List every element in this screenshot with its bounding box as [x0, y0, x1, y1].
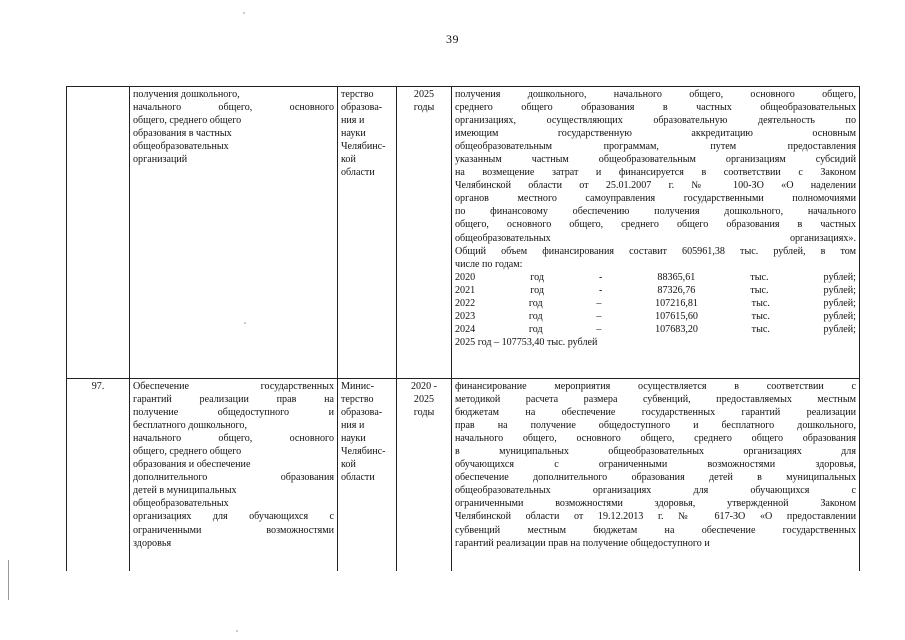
text-line: гарантий реализации прав на: [133, 394, 334, 406]
text-line: общеобразовательных: [133, 141, 229, 153]
text-line: обучающихся с ограниченными возможностями здоровья,: [455, 459, 856, 471]
text-line: ограниченными возможностями: [133, 524, 334, 536]
text-line: ния и: [341, 115, 365, 127]
text-line: получения дошкольного,: [133, 89, 240, 100]
text-line: годы: [413, 102, 435, 114]
text-line: здоровья: [133, 537, 172, 549]
description-cell: [452, 87, 860, 379]
text-line: Обеспечение государственных: [133, 381, 334, 392]
text-line: Челябинс-: [341, 446, 386, 458]
text-line: Челябинской области от 25.01.2007 г. № 100-ЗО «О наделении: [455, 180, 856, 192]
text-line: науки: [341, 128, 366, 140]
text-line: 2023 год – 107615,60 тыс. рублей;: [455, 310, 856, 322]
text-line: среднего общего образования в частных общеобразовательных: [455, 102, 856, 114]
table-row: [67, 379, 860, 572]
text-line: указанным частным общеобразовательным организациям субсидий: [455, 154, 856, 166]
text-line: 2021 год - 87326,76 тыс. рублей;: [455, 284, 856, 296]
text-line: общеобразовательных организациях для обучающихся с: [455, 485, 856, 497]
scan-speck: [236, 630, 238, 632]
text-line: образования и обеспечение: [133, 459, 251, 471]
text-line: начального общего, основного: [133, 433, 334, 445]
executor-cell: [338, 87, 397, 379]
text-line: по финансовому обеспечению получения дошкольного, начального: [455, 206, 856, 218]
text-line: бесплатного дошкольного,: [133, 420, 247, 432]
text-line: образова-: [341, 102, 383, 114]
text-line: на возмещение затрат и финансируется в соответствии с Законом: [455, 167, 856, 179]
text-line: ограниченными возможностями здоровья, утвержденной Законом: [455, 498, 856, 510]
text-line: имеющим государственную аккредитацию основным: [455, 128, 856, 140]
text-line: терство: [341, 394, 374, 406]
text-line: общего, среднего общего: [133, 446, 242, 458]
row-number-cell: [67, 87, 130, 379]
measure-name-cell: [130, 379, 338, 572]
text-line: области: [341, 167, 375, 179]
text-line: финансирование мероприятия осуществляется в соответствии с: [455, 381, 856, 392]
measure-name-cell: [130, 87, 338, 379]
text-line: прав на получение общедоступного и бесплатного дошкольного,: [455, 420, 856, 432]
text-line: 2020 год - 88365,61 тыс. рублей;: [455, 271, 856, 283]
text-line: кой: [341, 459, 356, 471]
text-line: терство: [341, 89, 374, 100]
term-cell: [397, 87, 452, 379]
text-line: общего, основного общего, среднего общего образования в частных: [455, 219, 856, 231]
text-line: детей в муниципальных: [133, 485, 237, 497]
text-line: Челябинской области от 19.12.2013 г. № 617-ЗО «О предоставлении: [455, 511, 856, 523]
scan-margin-mark: [8, 560, 9, 600]
text-line: кой: [341, 154, 356, 166]
text-line: организациях, осуществляющих образовательную деятельность по: [455, 115, 856, 127]
text-line: методикой расчета размера субвенций, предоставляемых местным: [455, 394, 856, 406]
text-line: науки: [341, 433, 366, 445]
text-line: области: [341, 472, 375, 484]
text-line: начального общего, основного: [133, 102, 334, 114]
text-line: 2025: [413, 89, 435, 100]
scan-speck: [243, 12, 245, 14]
text-line: образова-: [341, 407, 383, 419]
text-line: обеспечение дополнительного образования детей в муниципальных: [455, 472, 856, 484]
text-line: субвенций местным бюджетам на обеспечение государственных: [455, 524, 856, 536]
text-line: Минис-: [341, 381, 375, 392]
text-line: начального общего, основного общего, среднего общего образования: [455, 433, 856, 445]
text-line: 2025: [413, 394, 435, 406]
text-line: 2022 год – 107216,81 тыс. рублей;: [455, 297, 856, 309]
term-cell: [397, 379, 452, 572]
text-line: годы: [413, 407, 435, 419]
text-line: числе по годам:: [455, 258, 523, 270]
text-line: органов местного самоуправления государственными полномочиями: [455, 193, 856, 205]
text-line: общеобразовательных: [133, 498, 229, 510]
text-line: 2025 год – 107753,40 тыс. рублей: [455, 336, 598, 348]
text-line: получения дошкольного, начального общего, основного общего,: [455, 89, 856, 100]
text-line: 2024 год – 107683,20 тыс. рублей;: [455, 323, 856, 335]
text-line: 2020 -: [410, 381, 438, 392]
measures-table: [66, 86, 860, 571]
text-line: ния и: [341, 420, 365, 432]
page-number: 39: [446, 32, 459, 46]
text-line: общеобразовательных организациях».: [455, 232, 856, 244]
text-line: общеобразовательным программам, путем предоставления: [455, 141, 856, 153]
text-line: дополнительного образования: [133, 472, 334, 484]
description-cell: [452, 379, 860, 572]
table-row: [67, 87, 860, 379]
text-line: организаций: [133, 154, 188, 166]
text-line: образования в частных: [133, 128, 232, 140]
text-line: общего, среднего общего: [133, 115, 242, 127]
text-line: получение общедоступного и: [133, 407, 334, 419]
text-line: бюджетам на обеспечение государственных гарантий реализации: [455, 407, 856, 419]
executor-cell: [338, 379, 397, 572]
text-line: Челябинс-: [341, 141, 386, 153]
text-line: Общий объем финансирования составит 605961,38 тыс. рублей, в том: [455, 245, 856, 257]
scan-speck: [244, 322, 246, 324]
row-number-cell: 97.: [67, 379, 130, 572]
text-line: организациях для обучающихся с: [133, 511, 334, 523]
text-line: гарантий реализации прав на получение общедоступного и: [455, 537, 710, 549]
text-line: в муниципальных общеобразовательных организациях для: [455, 446, 856, 458]
